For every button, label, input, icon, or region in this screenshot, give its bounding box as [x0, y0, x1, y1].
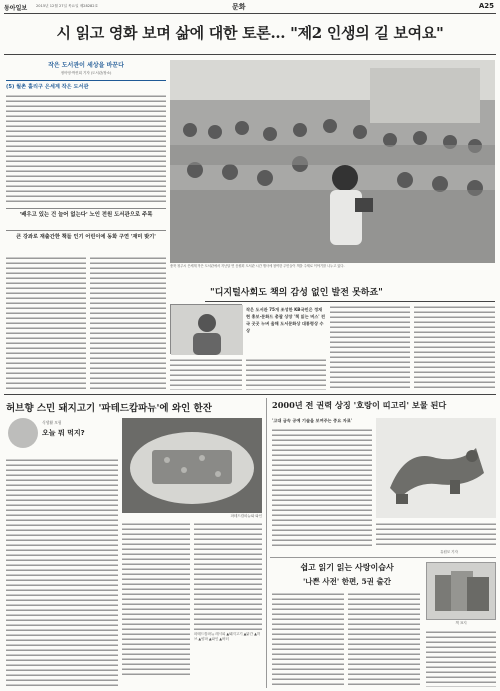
- book-stack-icon: [427, 563, 497, 621]
- food-photo-caption: 파테드캄파뉴와 와인: [230, 514, 262, 518]
- interview-portrait: [170, 304, 242, 354]
- main-headline: 시 읽고 영화 보며 삶에 대한 토론… "제2 인생의 길 보여요": [56, 24, 444, 42]
- side-box: 작은 도서관 75개 조성한 KB국민은 정재현 홍보·문화드 총괄 상장 '책 읽는 버스' 전국 곳곳 누벼 올해 도서문화상 대통령상 수상: [246, 307, 326, 333]
- column-divider: [266, 398, 267, 688]
- headline-rule: [4, 54, 496, 55]
- body-text-block: [90, 256, 166, 391]
- body-text-block: [272, 592, 344, 687]
- body-text-block: [426, 630, 496, 687]
- column-kicker: 작은 도서관이 세상을 바꾼다: [48, 62, 124, 69]
- section-name: 문화: [232, 3, 246, 11]
- columnist-label: 식생활 모험: [42, 420, 62, 425]
- tiger-buckle-icon: [376, 418, 496, 518]
- body-text-block: [330, 305, 410, 390]
- portrait-icon: [171, 305, 243, 355]
- byline: 정아영·박진희 기자 (도서관/장소): [60, 71, 112, 75]
- date-line: 2015년 12월 27일 목요일 제28282호: [36, 4, 99, 8]
- book-cover-photo: [426, 562, 496, 620]
- artifact-headline: 2000년 전 권력 상징 '호랑이 띠고리' 보물 된다: [272, 400, 447, 410]
- section-divider: [4, 394, 496, 395]
- body-text-block: [376, 522, 496, 548]
- book-caption: 책 표지: [455, 621, 467, 625]
- group-discussion-photo: [170, 60, 495, 263]
- photo-caption: 충북 청주시 은세계 작은 도서관에서 지난달 연 응원회 도서관 시간 행사에 참여한 주민들이 책을 주제로 이야기를 나누고 있다.: [170, 264, 345, 268]
- body-text-block: [6, 94, 166, 204]
- deco-rule: [205, 301, 495, 302]
- food-headline: 허브향 스민 돼지고기 '파테드캄파뉴'에 와인 한잔: [6, 403, 212, 414]
- body-text-block: [194, 522, 262, 630]
- section-divider: [270, 557, 496, 558]
- tiger-buckle-photo: [376, 418, 496, 518]
- dictionary-subhead: '나쁜 사전' 한편, 5권 출간: [302, 577, 392, 586]
- paper-name: 동아일보: [4, 5, 28, 12]
- photo-illustration: [170, 60, 495, 263]
- subhead: (5) 월촌 홀리구 은세계 작은 도서관: [6, 80, 166, 90]
- body-text-block: [414, 305, 495, 390]
- body-text-block: [348, 592, 420, 687]
- masthead-rule: [4, 13, 496, 14]
- body-text-block: [272, 428, 372, 548]
- food-photo: [122, 418, 262, 513]
- recipe-info: 파테드캄파뉴 레시피 ▲돼지고기 ▲닭간 ▲허브 ▲양파 ▲와인 ▲버터: [194, 632, 261, 641]
- columnist-avatar: [8, 418, 38, 448]
- artifact-byline: 유원모 기자: [440, 550, 458, 554]
- body-text-block: [6, 256, 86, 391]
- body-text-block: [170, 358, 242, 390]
- page-number: A25: [478, 2, 494, 10]
- quote-head: '배우고 있는 건 늘어 없는다' 노인 전원 도서관으로 주목: [6, 208, 166, 219]
- body-text-block: [246, 358, 326, 390]
- column-name: 오늘 뭐 먹지?: [42, 429, 85, 437]
- artifact-subhead: '고대 금속 공예 기술을 보여주는 중요 자료': [272, 418, 353, 423]
- deco-headline: "디지털사회도 책의 감성 없인 발전 못하죠": [210, 288, 383, 298]
- body-text-block: [122, 522, 190, 677]
- terrine-plate-icon: [122, 418, 262, 513]
- sub-quote: 큰 강좌로 재출간한 책들 인기 어린이에 동화 구연 '재미 밪기': [6, 230, 166, 241]
- dictionary-headline: 쉽고 읽기 읽는 사랑이습사: [300, 562, 394, 572]
- body-text-block: [6, 458, 118, 688]
